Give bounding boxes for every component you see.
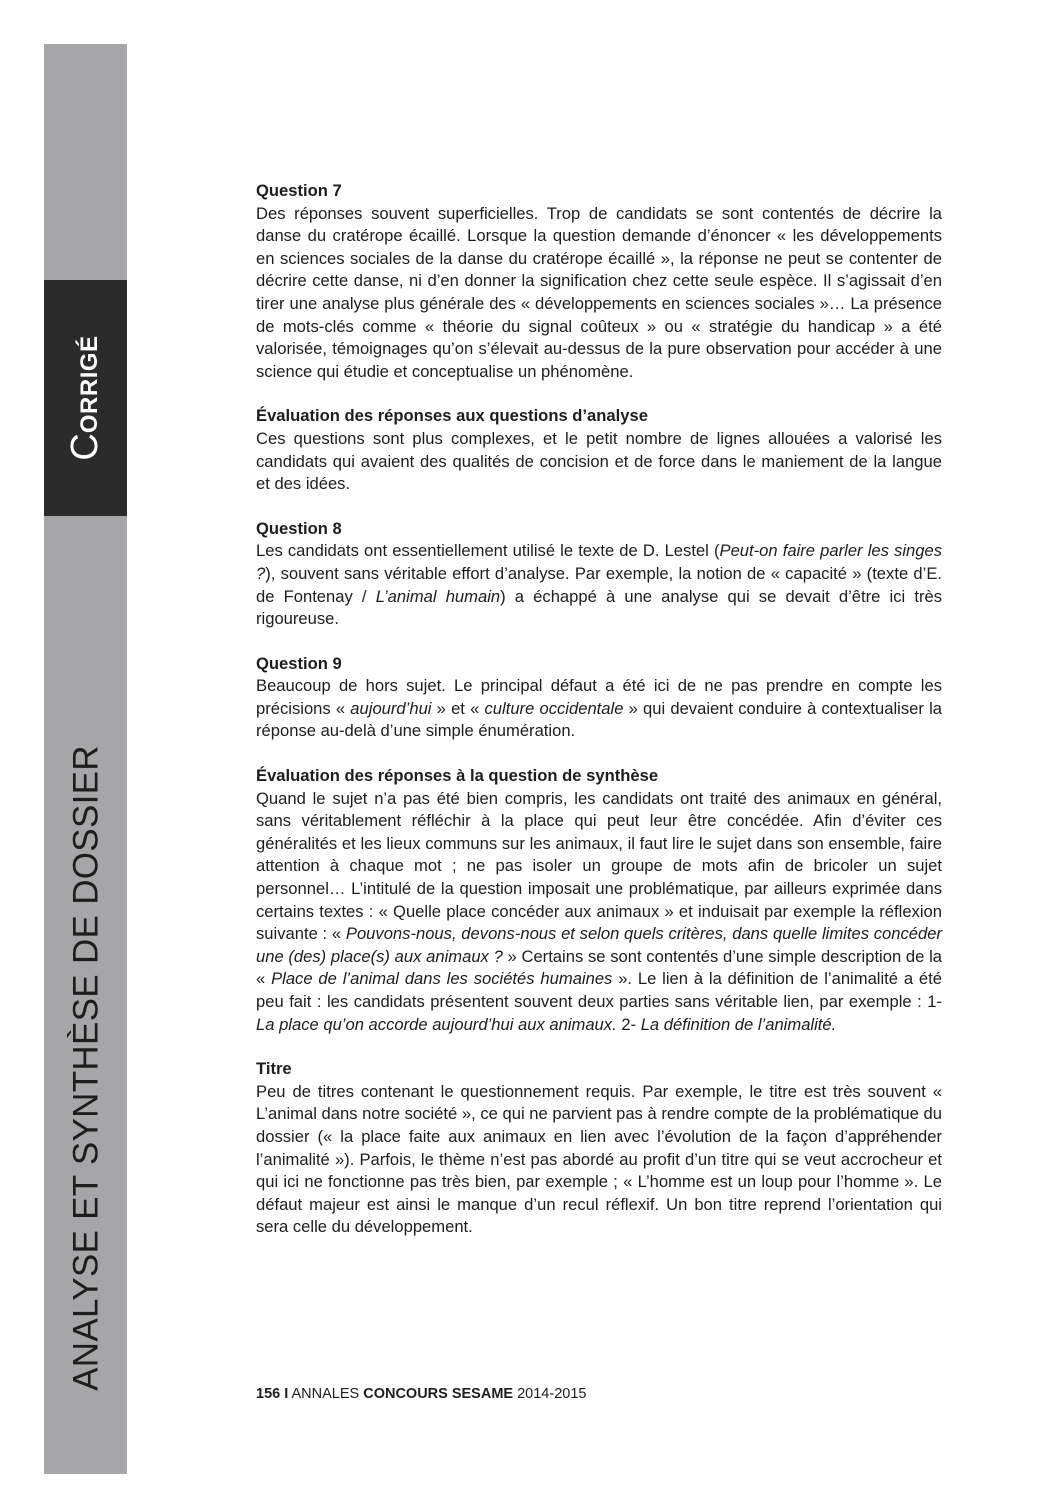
page-footer [256,1386,586,1402]
synth-text-3: ». Le lien à la définition de l’animalité a été peu fait : les candidats présentent souvent deux parties sans véritable lien, par exemple : 1- [256,969,942,1011]
corrige-initial: C [64,433,106,461]
question-7-body: Des réponses souvent superficielles. Trop de candidats se sont contentés de décrire la danse du cratérope écaillé. Lorsque la question demande d’énoncer « les développements en sciences sociales de la danse du cratérope écaillé », la réponse ne peut se contenter de décrire cette danse, ni d’en donner la signification chez cette seule espèce. Il s’agissait d’en tirer une analyse plus générale des « développements en sciences sociales »… La présence de mots-clés comme « théorie du signal coûteux » ou « stratégie du handicap » a été valorisée, témoignages qu’on s’élevait au-dessus de la pure observation pour accéder à une science qui étudie et conceptualise un phénomène. [256,203,942,381]
footer-annales: ANNALES [291,1386,360,1402]
eval-analyse-body: Ces questions sont plus complexes, et le petit nombre de lignes allouées a valorisé les candidats qui avaient des qualités de concision et de force dans le maniement de la langue et des idées. [256,428,942,494]
q9-italic-2: culture occidentale [484,698,624,718]
eval-synthese-heading: Évaluation des réponses à la question de synthèse [256,766,659,786]
footer-years: 2014-2015 [517,1386,587,1402]
eval-analyse-heading: Évaluation des réponses aux questions d’analyse [256,406,648,426]
titre-section [256,1058,942,1239]
page-number: 156 I [256,1386,289,1402]
corrige-label [66,335,104,460]
question-8-section [256,518,942,631]
q9-text-1: Beaucoup de hors sujet. Le principal défaut a été ici de ne pas prendre en compte les précisions « [256,676,942,718]
question-8-body [256,540,942,630]
section-title-vertical: ANALYSE ET SYNTHÈSE DE DOSSIER [66,745,106,1391]
titre-body: Peu de titres contenant le questionnement requis. Par exemple, le titre est très souvent « L’animal dans notre société », ce qui ne parvient pas à rendre compte de la problématique du dossier (« la place faite aux animaux en lien avec l’évolution de la façon d’appréhender l’animalité »). Parfois, le thème n’est pas abordé au profit d’un titre qui se veut accrocheur et qui ici ne fonctionne pas très bien, par exemple ; « L’homme est un loup pour l’homme ». Le défaut majeur est ainsi le manque d’un recul réflexif. Un bon titre reprend l’orientation qui sera celle du développement. [256,1081,942,1237]
question-9-body [256,675,942,743]
question-7-section [256,180,942,383]
q8-text-2: ), souvent sans véritable effort d’analyse. Par exemple, la notion de « capacité » (texte d’E. de Fontenay / [256,563,942,606]
synth-text-1: Quand le sujet n’a pas été bien compris, les candidats ont traité des animaux en général, sans véritablement réfléchir à la place qui peut leur être concédée. Afin d’éviter ces généralités et les lieux communs sur les animaux, il faut lire le sujet dans son ensemble, faire attention à chaque mot ; ne pas isoler un groupe de mots afin de bricoler un sujet personnel… L’intitulé de la question imposait une problématique, par ailleurs exprimée dans certains textes : « Quelle place concéder aux animaux » et induisait par exemple la réflexion suivante : « [256,788,942,944]
q9-text-2: » et « [431,698,485,718]
q8-text-1: Les candidats ont essentiellement utilisé le texte de D. Lestel ( [256,541,720,561]
q8-italic-1: Peut-on faire parler les singes ? [256,541,942,583]
question-9-heading: Question 9 [256,653,342,673]
question-7-heading: Question 7 [256,181,342,200]
question-9-section [256,653,942,743]
synth-italic-2: Place de l’animal dans les sociétés humaines [271,969,613,989]
eval-synthese-body [256,788,942,1037]
main-content [256,180,942,1239]
synth-text-2: » Certains se sont contentés d’une simple description de la « [256,946,942,989]
corrige-rest: orrigé [67,335,105,434]
question-8-heading: Question 8 [256,518,342,538]
synth-italic-1: Pouvons-nous, devons-nous et selon quels critères, dans quelle limites concéder une (des) place(s) aux animaux ? [256,924,942,966]
eval-analyse-section [256,405,942,495]
q9-italic-1: aujourd’hui [350,698,432,718]
synth-text-4: 2- [616,1014,641,1034]
q8-italic-2: L’animal humain [375,586,501,606]
synth-italic-3: La place qu’on accorde aujourd’hui aux animaux. [256,1014,617,1034]
synth-italic-4: La définition de l’animalité. [640,1014,837,1034]
footer-concours: CONCOURS SESAME [363,1386,514,1402]
q9-text-3: » qui devaient conduire à contextualiser la réponse au-delà d’une simple énumération. [256,698,942,741]
eval-synthese-section [256,765,942,1036]
titre-heading: Titre [256,1059,292,1079]
q8-text-3: ) a échappé à une analyse qui se devait d’être ici très rigoureuse. [256,586,942,629]
